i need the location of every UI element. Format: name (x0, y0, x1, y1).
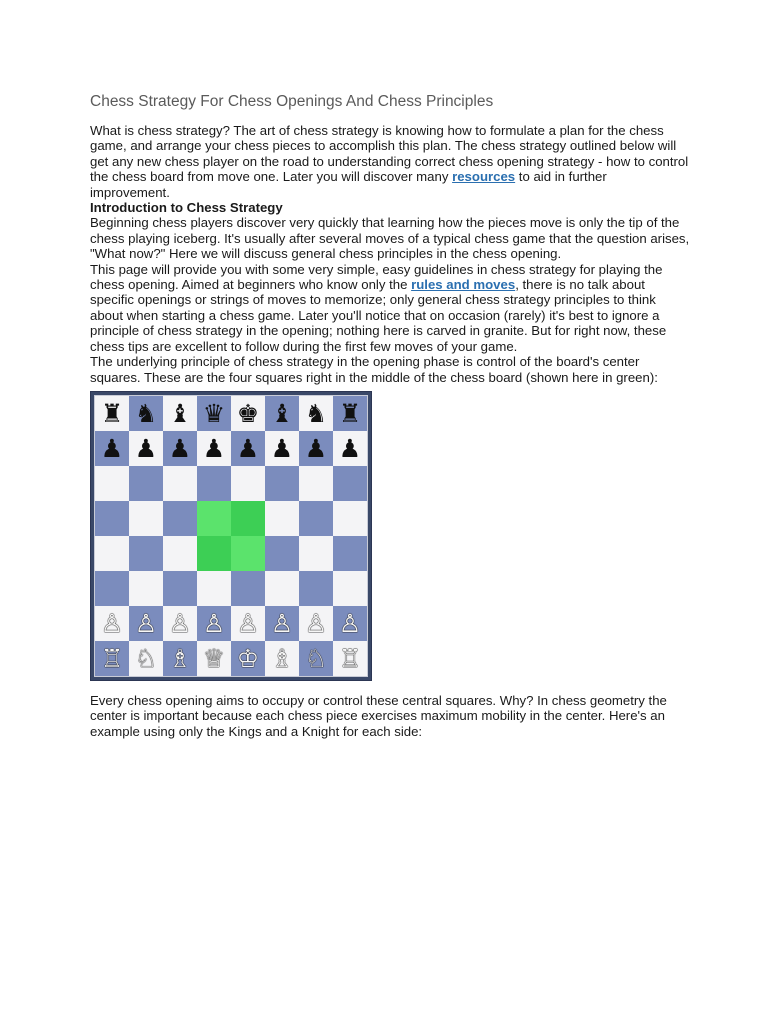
chess-piece-d2: ♙ (202, 608, 226, 638)
square-a7 (95, 431, 129, 466)
chess-piece-c1: ♗ (168, 643, 192, 673)
chess-piece-b2: ♙ (134, 608, 158, 638)
chess-piece-e1: ♔ (236, 643, 260, 673)
square-h6 (333, 466, 367, 501)
chess-piece-e2: ♙ (236, 608, 260, 638)
chess-piece-f7: ♟ (270, 433, 294, 463)
square-h7 (333, 431, 367, 466)
paragraph-central-squares: Every chess opening aims to occupy or control these central squares. Why? In chess geometry the center is important because each chess piece exercises maximum mobility in the center. Here's an example using only the Kings and a Knight for each side: (90, 692, 667, 739)
square-d1 (197, 641, 231, 676)
chess-piece-b8: ♞ (134, 398, 158, 428)
square-c8 (163, 396, 197, 431)
square-a4 (95, 536, 129, 571)
chess-piece-e8: ♚ (236, 398, 260, 428)
square-c7 (163, 431, 197, 466)
square-f1 (265, 641, 299, 676)
chess-piece-c7: ♟ (168, 433, 192, 463)
square-b3 (129, 571, 163, 606)
square-e7 (231, 431, 265, 466)
intro-text-end: to aid in further improvement. (90, 169, 607, 200)
chess-piece-b7: ♟ (134, 433, 158, 463)
chessboard (94, 395, 368, 677)
square-a3 (95, 571, 129, 606)
chess-piece-d1: ♕ (202, 643, 226, 673)
square-h4 (333, 536, 367, 571)
square-c1 (163, 641, 197, 676)
square-g2 (299, 606, 333, 641)
square-f5 (265, 501, 299, 536)
square-c2 (163, 606, 197, 641)
chess-piece-f2: ♙ (270, 608, 294, 638)
chess-piece-c8: ♝ (168, 398, 192, 428)
square-c3 (163, 571, 197, 606)
square-f6 (265, 466, 299, 501)
chess-piece-h8: ♜ (338, 398, 362, 428)
section-heading: Introduction to Chess Strategy (90, 200, 283, 216)
square-b8 (129, 396, 163, 431)
square-g4 (299, 536, 333, 571)
square-b1 (129, 641, 163, 676)
intro-paragraph (90, 123, 690, 200)
guidelines-text: This page will provide you with some very simple, easy guidelines in chess strategy for playing the chess opening. Aimed at beginners who know only the (90, 261, 663, 293)
square-f7 (265, 431, 299, 466)
chessboard-frame (90, 391, 372, 681)
square-a1 (95, 641, 129, 676)
chess-piece-e7: ♟ (236, 433, 260, 463)
chess-piece-h1: ♖ (338, 643, 362, 673)
square-e5 (231, 501, 265, 536)
square-f8 (265, 396, 299, 431)
square-e4 (231, 536, 265, 571)
square-c5 (163, 501, 197, 536)
square-f3 (265, 571, 299, 606)
chess-piece-f8: ♝ (270, 398, 294, 428)
square-f4 (265, 536, 299, 571)
square-e6 (231, 466, 265, 501)
paragraph-center-control: The underlying principle of chess strategy in the opening phase is control of the board's center squares. These are the four squares right in the middle of the chess board (shown here in green): (90, 354, 658, 385)
article (90, 92, 690, 739)
chess-piece-g7: ♟ (304, 433, 328, 463)
square-h2 (333, 606, 367, 641)
paragraph-beginners: Beginning chess players discover very quickly that learning how the pieces move is only the tip of the chess playing iceberg. It's usually after several moves of a typical chess game that the question arises, "What now?" Here we will discuss general chess principles in the chess opening. (90, 215, 690, 262)
square-e2 (231, 606, 265, 641)
chess-piece-h7: ♟ (338, 433, 362, 463)
chess-piece-a1: ♖ (100, 643, 124, 673)
resources-link[interactable]: resources (452, 169, 516, 185)
square-g3 (299, 571, 333, 606)
square-a5 (95, 501, 129, 536)
square-h5 (333, 501, 367, 536)
chess-piece-f1: ♗ (270, 643, 294, 673)
square-b5 (129, 501, 163, 536)
square-f2 (265, 606, 299, 641)
chess-piece-b1: ♘ (134, 643, 158, 673)
square-d6 (197, 466, 231, 501)
square-h1 (333, 641, 367, 676)
square-a6 (95, 466, 129, 501)
intro-text: What is chess strategy? The art of chess strategy is knowing how to formulate a plan for the chess game, and arrange your chess pieces to accomplish this plan. The chess strategy outlined below will get any new chess player on the road to understanding correct chess opening strategy - how to control the chess board from move one. Later you will discover many (90, 123, 689, 185)
square-a2 (95, 606, 129, 641)
chess-piece-a2: ♙ (100, 608, 124, 638)
square-b6 (129, 466, 163, 501)
square-d5 (197, 501, 231, 536)
square-c6 (163, 466, 197, 501)
rules-and-moves-link[interactable]: rules and moves (411, 277, 516, 293)
square-e1 (231, 641, 265, 676)
square-d7 (197, 431, 231, 466)
square-g7 (299, 431, 333, 466)
square-d2 (197, 606, 231, 641)
square-d8 (197, 396, 231, 431)
square-h8 (333, 396, 367, 431)
page-title: Chess Strategy For Chess Openings And Chess Principles (90, 93, 494, 110)
square-g8 (299, 396, 333, 431)
square-b7 (129, 431, 163, 466)
chess-piece-h2: ♙ (338, 608, 362, 638)
chess-piece-a8: ♜ (100, 398, 124, 428)
chess-piece-c2: ♙ (168, 608, 192, 638)
chess-piece-d8: ♛ (202, 398, 226, 428)
square-g1 (299, 641, 333, 676)
square-e3 (231, 571, 265, 606)
square-b2 (129, 606, 163, 641)
chess-piece-g1: ♘ (304, 643, 328, 673)
square-e8 (231, 396, 265, 431)
square-g5 (299, 501, 333, 536)
chess-piece-d7: ♟ (202, 433, 226, 463)
square-c4 (163, 536, 197, 571)
chess-piece-a7: ♟ (100, 433, 124, 463)
square-a8 (95, 396, 129, 431)
square-b4 (129, 536, 163, 571)
square-h3 (333, 571, 367, 606)
chess-piece-g2: ♙ (304, 608, 328, 638)
square-d3 (197, 571, 231, 606)
paragraph-guidelines (90, 262, 690, 354)
guidelines-text-end: , there is no talk about specific openings or strings of moves to memorize; only general chess strategy principles to think about when starting a chess game. Later you'll notice that on occasion (rarely) it's best to ignore a principle of chess strategy in the opening; nothing here is carved in granite. But for right now, these chess tips are excellent to follow during the first few moves of your game. (90, 277, 667, 354)
chess-piece-g8: ♞ (304, 398, 328, 428)
square-g6 (299, 466, 333, 501)
square-d4 (197, 536, 231, 571)
